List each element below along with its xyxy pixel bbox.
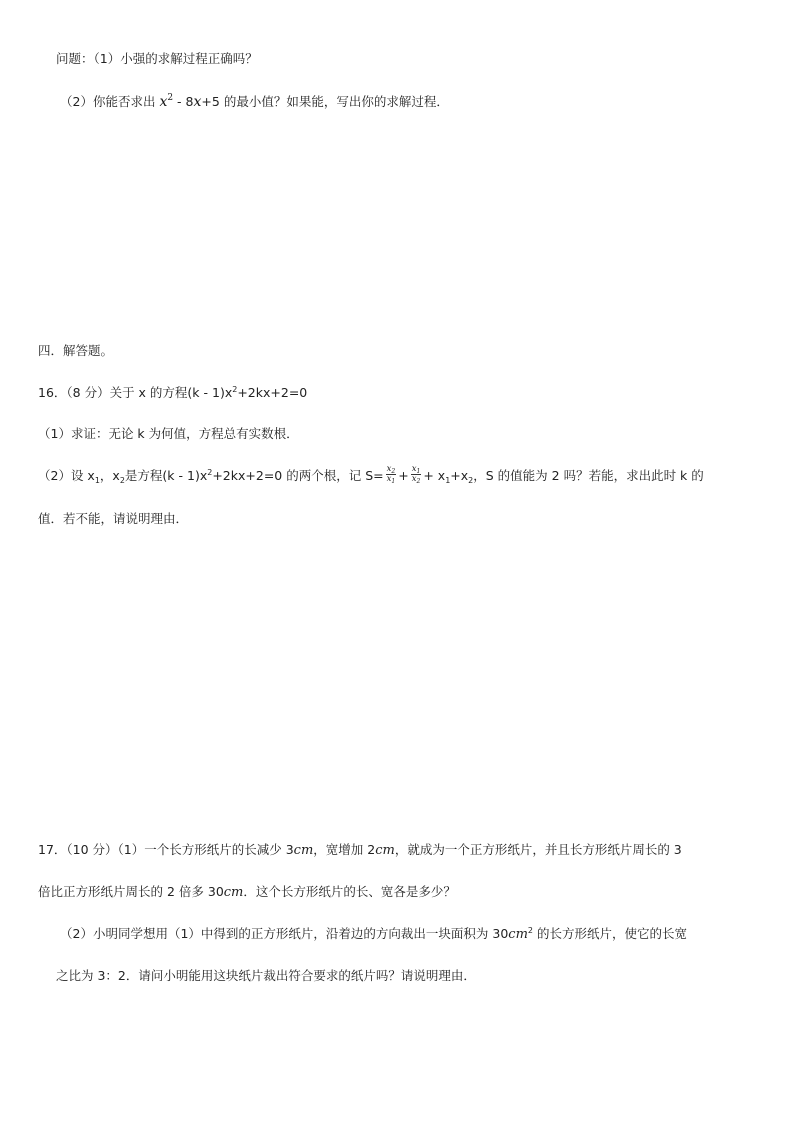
q15-part2 xyxy=(60,93,449,113)
q15-part1-text: 问题：（1）小强的求解过程正确吗？ xyxy=(56,51,258,66)
q16-frac1-den-sub: 1 xyxy=(391,478,396,485)
q16-part2-a: （2）设 x xyxy=(38,468,95,483)
q15-expr-x2: x xyxy=(193,94,202,110)
q16-sub-3: 1 xyxy=(445,476,451,485)
q17-unit-cm-1: cm xyxy=(293,843,314,858)
q16-frac2-num-sub: 1 xyxy=(416,468,421,475)
q15-part2-post: 的最小值？如果能，写出你的求解过程． xyxy=(219,94,449,109)
q16-frac2-den-sub: 2 xyxy=(416,478,421,485)
q15-expr-exponent: 2 xyxy=(167,93,174,103)
q16-part1-text: （1）求证：无论 k 为何值，方程总有实数根． xyxy=(38,426,299,441)
q17-line1-b: ，宽增加 2 xyxy=(313,842,376,857)
q17-unit-cm-4: cm xyxy=(508,927,528,942)
section-title-text: 四．解答题。 xyxy=(38,343,114,358)
q16-part2-line2-text: 值．若不能，请说明理由． xyxy=(38,511,189,526)
q16-part2-d: +2kx+2=0 的两个根，记 S= xyxy=(212,468,384,483)
q16-fraction-2 xyxy=(411,465,422,484)
q16-header-exponent: 2 xyxy=(232,385,238,394)
q17-line2-a: 倍比正方形纸片周长的 2 倍多 30 xyxy=(38,884,224,899)
q16-part2-e: + x xyxy=(423,468,446,483)
q16-header-tail: +2kx+2=0 xyxy=(237,385,308,400)
q17-line3-a: （2）小明同学想用（1）中得到的正方形纸片，沿着边的方向裁出一块面积为 30 xyxy=(60,926,509,941)
section-title xyxy=(38,342,113,360)
q15-expr-x: x xyxy=(159,94,168,110)
q16-frac1-den-var: x xyxy=(386,474,392,484)
q17-line1-a: 17．（10 分）（1）一个长方形纸片的长减少 3 xyxy=(38,842,294,857)
q17-line4 xyxy=(56,967,476,985)
q15-expr-plus: +5 xyxy=(201,94,220,109)
q16-part2-exponent: 2 xyxy=(207,468,213,477)
q16-frac2-den-var: x xyxy=(411,474,417,484)
q16-part2-g: ，S 的值能为 2 吗？若能，求出此时 k 的 xyxy=(473,468,704,483)
q16-sub-1: 1 xyxy=(94,476,100,485)
q15-expr-minus: - 8 xyxy=(173,94,194,109)
q15-part1 xyxy=(56,50,258,68)
q16-fraction-1-denominator xyxy=(386,475,397,484)
q16-header-text: 16．（8 分）关于 x 的方程(k - 1)x xyxy=(38,385,233,400)
q16-frac1-num-var: x xyxy=(386,464,392,474)
q17-line1-c: ，就成为一个正方形纸片，并且长方形纸片周长的 3 xyxy=(394,842,682,857)
q16-plus: + xyxy=(398,468,409,483)
q17-line1 xyxy=(38,841,682,860)
q17-line3 xyxy=(60,925,687,945)
q16-frac2-num-var: x xyxy=(411,464,417,474)
q16-header xyxy=(38,384,307,404)
q17-line2 xyxy=(38,883,456,902)
q16-sub-2: 2 xyxy=(119,476,125,485)
q16-part2-line2 xyxy=(38,510,188,528)
q17-line3-exponent: 2 xyxy=(527,926,533,935)
q17-unit-cm-2: cm xyxy=(375,843,395,858)
q17-unit-cm-3: cm xyxy=(223,885,244,900)
q16-part2-f: +x xyxy=(450,468,469,483)
q15-part2-pre: （2）你能否求出 xyxy=(60,94,160,109)
q17-line4-text: 之比为 3：2．请问小明能用这块纸片裁出符合要求的纸片吗？请说明理由． xyxy=(56,968,476,983)
q16-part1 xyxy=(38,425,299,443)
q16-part2 xyxy=(38,464,704,487)
q17-line3-b: 的长方形纸片，使它的长宽 xyxy=(533,926,687,941)
q16-part2-b: ，x xyxy=(99,468,120,483)
q16-sub-4: 2 xyxy=(468,476,474,485)
q16-frac1-num-sub: 2 xyxy=(391,468,396,475)
q17-line2-b: ．这个长方形纸片的长、宽各是多少？ xyxy=(243,884,456,899)
q16-part2-c: 是方程(k - 1)x xyxy=(124,468,208,483)
q16-fraction-2-denominator xyxy=(411,475,422,484)
q16-fraction-1 xyxy=(386,465,397,484)
